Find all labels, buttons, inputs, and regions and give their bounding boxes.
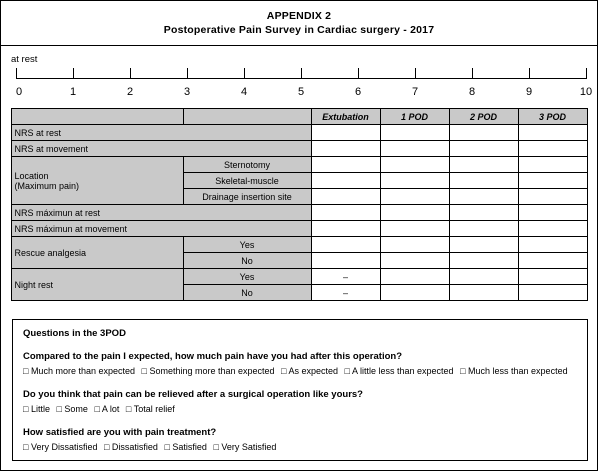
cell-nrs-rest-2pod[interactable] bbox=[449, 125, 518, 141]
row-label-nrs-max-rest: NRS máximun at rest bbox=[11, 205, 311, 221]
scale-label-10: 10 bbox=[579, 86, 593, 98]
checkbox-icon[interactable]: □ bbox=[94, 404, 102, 414]
scale-tick-6 bbox=[358, 68, 359, 79]
cell-rescue-no-2pod[interactable] bbox=[449, 253, 518, 269]
cell-rescue-no-extubation[interactable] bbox=[311, 253, 380, 269]
option-q3-4[interactable] bbox=[213, 442, 276, 452]
scale-label-1: 1 bbox=[69, 86, 77, 98]
cell-skeletal-extubation[interactable] bbox=[311, 173, 380, 189]
cell-rescue-yes-2pod[interactable] bbox=[449, 237, 518, 253]
cell-nrsmax-movement-2pod[interactable] bbox=[449, 221, 518, 237]
scale-tick-2 bbox=[130, 68, 131, 79]
option-q2-4[interactable] bbox=[126, 404, 175, 414]
cell-night-yes-3pod[interactable] bbox=[518, 269, 587, 285]
option-q3-3[interactable] bbox=[164, 442, 206, 452]
cell-rescue-yes-1pod[interactable] bbox=[380, 237, 449, 253]
row-label-nrs-rest: NRS at rest bbox=[11, 125, 311, 141]
checkbox-icon[interactable]: □ bbox=[125, 404, 134, 414]
cell-rescue-no-3pod[interactable] bbox=[518, 253, 587, 269]
questions-box bbox=[12, 319, 588, 461]
table-row bbox=[11, 157, 587, 173]
question-1-text: Compared to the pain I expected, how much pain have you had after this operation? bbox=[23, 351, 402, 362]
question-3-options bbox=[23, 441, 577, 454]
option-label: A little less than expected bbox=[352, 366, 454, 376]
cell-nrsmax-movement-3pod[interactable] bbox=[518, 221, 587, 237]
cell-skeletal-1pod[interactable] bbox=[380, 173, 449, 189]
header-period-2pod: 2 POD bbox=[449, 109, 518, 125]
cell-nrs-movement-1pod[interactable] bbox=[380, 141, 449, 157]
sub-label-sternotomy: Sternotomy bbox=[183, 157, 311, 173]
cell-skeletal-3pod[interactable] bbox=[518, 173, 587, 189]
scale-tick-7 bbox=[415, 68, 416, 79]
option-label: Satisfied bbox=[172, 442, 207, 452]
table-row bbox=[11, 205, 587, 221]
option-q1-5[interactable] bbox=[460, 366, 568, 376]
checkbox-icon[interactable]: □ bbox=[344, 366, 352, 376]
scale-label-0: 0 bbox=[15, 86, 23, 98]
option-label: Much more than expected bbox=[30, 366, 135, 376]
at-rest-label: at rest bbox=[11, 54, 38, 65]
header-period-1pod: 1 POD bbox=[380, 109, 449, 125]
option-label: Total relief bbox=[133, 404, 175, 414]
header-period-extubation: Extubation bbox=[311, 109, 380, 125]
checkbox-icon[interactable]: □ bbox=[213, 442, 222, 452]
cell-drainage-3pod[interactable] bbox=[518, 189, 587, 205]
pain-scale bbox=[1, 48, 597, 108]
row-label-night-rest: Night rest bbox=[11, 269, 183, 301]
checkbox-icon[interactable]: □ bbox=[281, 366, 289, 376]
cell-night-no-1pod[interactable] bbox=[380, 285, 449, 301]
scale-tick-8 bbox=[472, 68, 473, 79]
location-label-line1: Location bbox=[14, 170, 49, 181]
option-label: Very Dissatisfied bbox=[30, 442, 98, 452]
cell-sternotomy-2pod[interactable] bbox=[449, 157, 518, 173]
cell-nrsmax-movement-extubation[interactable] bbox=[311, 221, 380, 237]
scale-tick-3 bbox=[187, 68, 188, 79]
row-label-nrs-max-movement: NRS máximun at movement bbox=[11, 221, 311, 237]
option-label: Little bbox=[30, 404, 50, 414]
scale-label-2: 2 bbox=[126, 86, 134, 98]
option-label: As expected bbox=[288, 366, 339, 376]
row-label-rescue-analgesia: Rescue analgesia bbox=[11, 237, 183, 269]
scale-label-8: 8 bbox=[468, 86, 476, 98]
table-row bbox=[11, 221, 587, 237]
cell-rescue-yes-3pod[interactable] bbox=[518, 237, 587, 253]
option-label: A lot bbox=[101, 404, 120, 414]
cell-night-no-extubation: – bbox=[311, 285, 380, 301]
cell-night-no-3pod[interactable] bbox=[518, 285, 587, 301]
scale-tick-0 bbox=[16, 68, 17, 79]
scale-tick-9 bbox=[529, 68, 530, 79]
scale-label-3: 3 bbox=[183, 86, 191, 98]
cell-nrsmax-rest-2pod[interactable] bbox=[449, 205, 518, 221]
option-label: Some bbox=[64, 404, 88, 414]
cell-night-yes-1pod[interactable] bbox=[380, 269, 449, 285]
option-q1-4[interactable] bbox=[345, 366, 454, 376]
checkbox-icon[interactable]: □ bbox=[56, 404, 65, 414]
header-divider bbox=[1, 45, 597, 46]
cell-night-yes-extubation: – bbox=[311, 269, 380, 285]
checkbox-icon[interactable]: □ bbox=[23, 442, 31, 452]
question-1-options bbox=[23, 365, 577, 378]
cell-nrs-rest-extubation[interactable] bbox=[311, 125, 380, 141]
checkbox-icon[interactable]: □ bbox=[23, 404, 31, 414]
option-q1-1[interactable] bbox=[23, 366, 135, 376]
row-label-location bbox=[11, 157, 183, 205]
cell-drainage-extubation[interactable] bbox=[311, 189, 380, 205]
header-blank-1 bbox=[11, 109, 183, 125]
option-label: Very Satisfied bbox=[221, 442, 277, 452]
cell-nrsmax-rest-1pod[interactable] bbox=[380, 205, 449, 221]
cell-sternotomy-1pod[interactable] bbox=[380, 157, 449, 173]
cell-nrsmax-rest-3pod[interactable] bbox=[518, 205, 587, 221]
table-header-row bbox=[11, 109, 587, 125]
sub-label-night-yes: Yes bbox=[183, 269, 311, 285]
option-label: Dissatisfied bbox=[111, 442, 158, 452]
survey-subtitle: Postoperative Pain Survey in Cardiac surgery - 2017 bbox=[163, 24, 435, 36]
option-q1-3[interactable] bbox=[281, 366, 338, 376]
scale-label-4: 4 bbox=[240, 86, 248, 98]
cell-nrs-movement-3pod[interactable] bbox=[518, 141, 587, 157]
cell-sternotomy-extubation[interactable] bbox=[311, 157, 380, 173]
checkbox-icon[interactable]: □ bbox=[141, 366, 150, 376]
cell-rescue-no-1pod[interactable] bbox=[380, 253, 449, 269]
scale-tick-10 bbox=[586, 68, 587, 79]
sub-label-rescue-no: No bbox=[183, 253, 311, 269]
cell-night-yes-2pod[interactable] bbox=[449, 269, 518, 285]
option-q2-1[interactable] bbox=[23, 404, 50, 414]
option-q2-3[interactable] bbox=[94, 404, 119, 414]
table-row bbox=[11, 141, 587, 157]
table-row bbox=[11, 237, 587, 253]
cell-drainage-2pod[interactable] bbox=[449, 189, 518, 205]
scale-axis bbox=[15, 78, 593, 98]
scale-tick-1 bbox=[73, 68, 74, 79]
cell-sternotomy-3pod[interactable] bbox=[518, 157, 587, 173]
sub-label-rescue-yes: Yes bbox=[183, 237, 311, 253]
question-2-options bbox=[23, 403, 577, 416]
checkbox-icon[interactable]: □ bbox=[164, 442, 173, 452]
option-q3-2[interactable] bbox=[104, 442, 158, 452]
row-label-nrs-movement: NRS at movement bbox=[11, 141, 311, 157]
checkbox-icon[interactable]: □ bbox=[23, 366, 31, 376]
option-label: Something more than expected bbox=[149, 366, 275, 376]
sub-label-drainage: Drainage insertion site bbox=[183, 189, 311, 205]
cell-nrs-movement-extubation[interactable] bbox=[311, 141, 380, 157]
cell-nrsmax-movement-1pod[interactable] bbox=[380, 221, 449, 237]
option-q3-1[interactable] bbox=[23, 442, 97, 452]
cell-nrs-movement-2pod[interactable] bbox=[449, 141, 518, 157]
sub-label-night-no: No bbox=[183, 285, 311, 301]
header-blank-2 bbox=[183, 109, 311, 125]
appendix-title: APPENDIX 2 bbox=[266, 10, 332, 22]
sub-label-skeletal-muscle: Skeletal-muscle bbox=[183, 173, 311, 189]
location-label-line2: (Maximum pain) bbox=[14, 180, 80, 191]
scale-label-9: 9 bbox=[525, 86, 533, 98]
table-row bbox=[11, 125, 587, 141]
questions-title: Questions in the 3POD bbox=[23, 328, 126, 339]
option-label: Much less than expected bbox=[468, 366, 568, 376]
option-q1-2[interactable] bbox=[142, 366, 275, 376]
scale-tick-5 bbox=[301, 68, 302, 79]
question-2-text: Do you think that pain can be relieved after a surgical operation like yours? bbox=[23, 389, 363, 400]
cell-rescue-yes-extubation[interactable] bbox=[311, 237, 380, 253]
cell-night-no-2pod[interactable] bbox=[449, 285, 518, 301]
checkbox-icon[interactable]: □ bbox=[103, 442, 112, 452]
scale-label-6: 6 bbox=[354, 86, 362, 98]
assessment-table bbox=[11, 108, 588, 301]
cell-skeletal-2pod[interactable] bbox=[449, 173, 518, 189]
cell-nrs-rest-1pod[interactable] bbox=[380, 125, 449, 141]
header-period-3pod: 3 POD bbox=[518, 109, 587, 125]
scale-tick-4 bbox=[244, 68, 245, 79]
table-row bbox=[11, 269, 587, 285]
scale-label-5: 5 bbox=[297, 86, 305, 98]
cell-drainage-1pod[interactable] bbox=[380, 189, 449, 205]
cell-nrsmax-rest-extubation[interactable] bbox=[311, 205, 380, 221]
scale-label-7: 7 bbox=[411, 86, 419, 98]
checkbox-icon[interactable]: □ bbox=[460, 366, 469, 376]
option-q2-2[interactable] bbox=[56, 404, 87, 414]
cell-nrs-rest-3pod[interactable] bbox=[518, 125, 587, 141]
question-3-text: How satisfied are you with pain treatment? bbox=[23, 427, 217, 438]
page-header bbox=[1, 1, 597, 42]
